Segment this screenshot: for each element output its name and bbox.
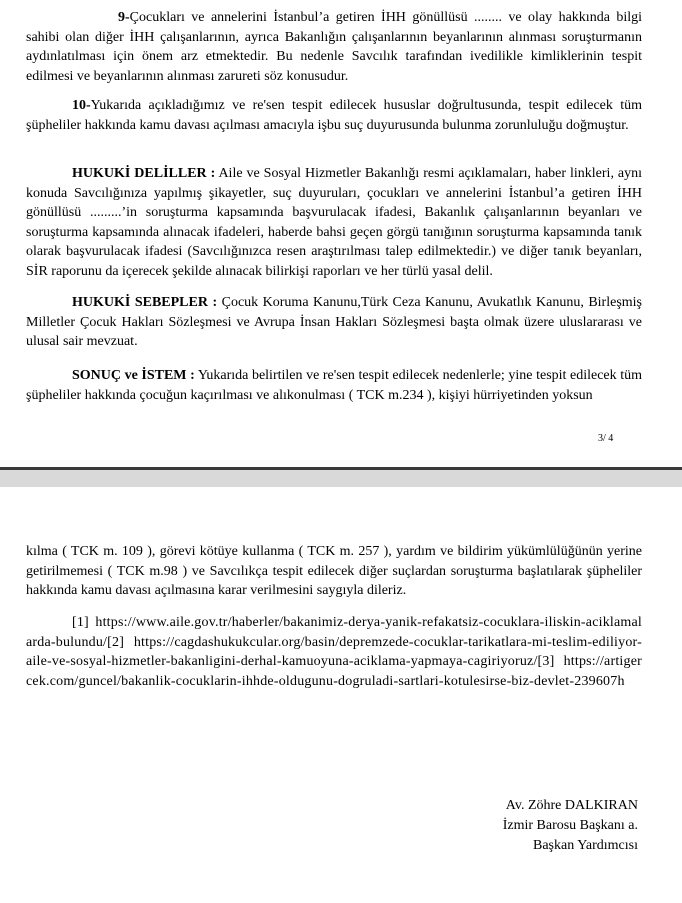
- paragraph-text: Aile ve Sosyal Hizmetler Bakanlığı resmi açıklamaları, haber linkleri, aynı konuda Savcılığınıza yapılmış şikayetler, suç duyuruları, çocukları ve annelerini İstanbul’a getiren İHH gönüllüsü .........’in soruşturma kapsamında başvurulacak ifadesi, Bakanlık çalışanlarının beyanları ve soruşturma kapsamında alınacak ifadeleri, haberde bahsi geçen görgü tanığının soruşturma kapsamında tanık olarak başvurulacak ifadesi (Savcılığınızca resen araştırılması talep edilmektedir.) ve diğer tanık beyanları, SİR raporunu da içerecek şekilde alınacak bilirkişi raporları ve her türlü yasal delil.: [26, 166, 642, 279]
- signature-block: [503, 796, 638, 856]
- signatory-name: Av. Zöhre DALKIRAN: [505, 798, 638, 813]
- document-page-4: [0, 487, 682, 903]
- page-separator: [0, 467, 682, 487]
- links-text: [1] https://www.aile.gov.tr/haberler/bakanimiz-derya-yanik-refakatsiz-cocuklara-iliskin-aciklamalarda-bulundu/[2] https://cagdashukukcular.org/basin/depremzede-cocuklar-tarikatlara-mi-teslim-ediliyor-aile-ve-sosyal-hizmetler-bakanligini-derhal-kamuoyuna-aciklama-yapmaya-cagiriyoruz/[3] https://artigercek.com/guncel/bakanlik-cocuklarin-ihhde-oldugunu-dogruladi-sartlari-kotulesirse-biz-devlet-239607h: [26, 615, 642, 689]
- section-heading: HUKUKİ SEBEPLER :: [72, 295, 218, 310]
- paragraph-number: 9-: [118, 10, 130, 25]
- paragraph-text: Çocuk Koruma Kanunu,Türk Ceza Kanunu, Avukatlık Kanunu, Birleşmiş Milletler Çocuk Hakları Sözleşmesi ve Avrupa İnsan Hakları Sözleşmesi başta olmak üzere uluslararası ve ulusal sair mevzuat.: [26, 295, 642, 349]
- paragraph-continuation: kılma ( TCK m. 109 ), görevi kötüye kullanma ( TCK m. 257 ), yardım ve bildirim yükümlülüğünün yerine getirilmemesi ( TCK m.98 ) ve Savcılıkça tespit edilecek diğer suçlardan soruşturma başlatılarak şüpheliler hakkında kamu davası açılmasına karar verilmesini saygıyla dileriz.: [26, 544, 642, 598]
- paragraph-sonuc: [26, 366, 642, 405]
- paragraph-number: 10-: [72, 98, 91, 113]
- paragraph-deliller: [26, 164, 642, 281]
- paragraph-9: [26, 8, 642, 86]
- footnote-links: [26, 613, 642, 691]
- paragraph-text: Yukarıda açıkladığımız ve re'sen tespit edilecek hususlar doğrultusunda, tespit edilecek tüm şüpheliler hakkında kamu davası açılması amacıyla işbu suç duyurusunda bulunma zorunluluğu doğmuştur.: [26, 98, 642, 133]
- paragraph-text: Yukarıda belirtilen ve re'sen tespit edilecek nedenlerle; yine tespit edilecek tüm şüpheliler hakkında çocuğun kaçırılması ve alıkonulması ( TCK m.234 ), kişiyi hürriyetinden yoksun: [26, 368, 642, 403]
- page-number: 3/ 4: [598, 433, 614, 444]
- paragraph-10: [26, 96, 642, 135]
- signatory-title: İzmir Barosu Başkanı a.: [502, 818, 638, 833]
- paragraph-sebepler: [26, 293, 642, 352]
- paragraph-text: Çocukları ve annelerini İstanbul’a getiren İHH gönüllüsü ........ ve olay hakkında bilgi sahibi olan diğer İHH çalışanlarının, ayrıca Bakanlığın çalışanlarının beyanlarının alınması soruşturmanın aydınlatılması için önem arz etmektedir. Bu nedenle Savcılık tarafından ivedilikle kimliklerinin tespit edilmesi ve beyanlarının alınması zarureti söz konusudur.: [26, 10, 642, 84]
- signatory-role: Başkan Yardımcısı: [533, 838, 638, 853]
- section-heading: SONUÇ ve İSTEM :: [72, 368, 195, 383]
- section-heading: HUKUKİ DELİLLER :: [72, 166, 216, 181]
